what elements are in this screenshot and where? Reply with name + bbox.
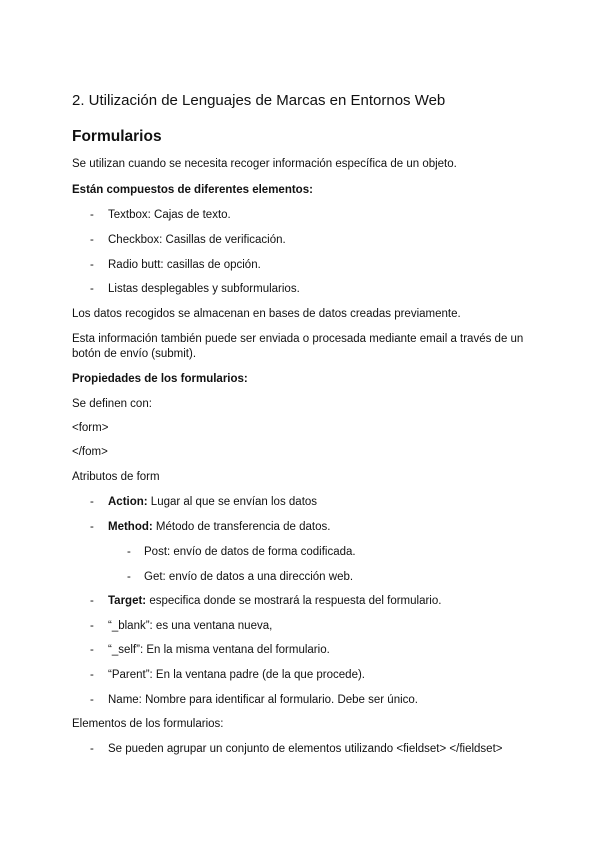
- bullet-dash: -: [127, 546, 131, 558]
- close-form-tag: </fom>: [72, 446, 108, 458]
- list-item-blank: “_blank”: es una ventana nueva,: [108, 620, 273, 632]
- method-label: Method:: [108, 521, 153, 533]
- composed-heading: Están compuestos de diferentes elementos:: [72, 184, 313, 196]
- intro-paragraph: Se utilizan cuando se necesita recoger información específica de un objeto.: [72, 158, 457, 170]
- bullet-dash: -: [90, 694, 94, 706]
- section-title: Formularios: [72, 128, 162, 145]
- bullet-dash: -: [127, 571, 131, 583]
- action-text: Lugar al que se envían los datos: [147, 496, 318, 508]
- defined-with-text: Se definen con:: [72, 398, 152, 410]
- page-title: 2. Utilización de Lenguajes de Marcas en Entornos Web: [72, 92, 446, 109]
- properties-heading: Propiedades de los formularios:: [72, 373, 248, 385]
- bullet-dash: -: [90, 644, 94, 656]
- send-paragraph-line1: Esta información también puede ser enviada o procesada mediante email a través de un: [72, 333, 524, 345]
- storage-paragraph: Los datos recogidos se almacenan en bases de datos creadas previamente.: [72, 308, 461, 320]
- list-item-name: Name: Nombre para identificar al formulario. Debe ser único.: [108, 694, 418, 706]
- method-text: Método de transferencia de datos.: [152, 521, 331, 533]
- list-item-radio: Radio butt: casillas de opción.: [108, 259, 261, 271]
- bullet-dash: -: [90, 669, 94, 681]
- list-item-self: “_self”: En la misma ventana del formulario.: [108, 644, 330, 656]
- list-item-action: [108, 495, 317, 509]
- list-item-checkbox: Checkbox: Casillas de verificación.: [108, 234, 286, 246]
- list-item-method-get: Get: envío de datos a una dirección web.: [144, 571, 354, 583]
- list-item-method-post: Post: envío de datos de forma codificada.: [144, 546, 356, 558]
- send-paragraph-line2: botón de envío (submit).: [72, 348, 197, 360]
- bullet-dash: -: [90, 743, 94, 755]
- open-form-tag: <form>: [72, 422, 109, 434]
- bullet-dash: -: [90, 521, 94, 533]
- bullet-dash: -: [90, 595, 94, 607]
- list-item-parent: “Parent”: En la ventana padre (de la que procede).: [108, 669, 365, 681]
- bullet-dash: -: [90, 283, 94, 295]
- list-item-fieldset: Se pueden agrupar un conjunto de elementos utilizando <fieldset> </fieldset>: [108, 743, 503, 755]
- list-item-target: [108, 594, 441, 608]
- target-label: Target:: [108, 595, 147, 607]
- bullet-dash: -: [90, 496, 94, 508]
- list-item-textbox: Textbox: Cajas de texto.: [108, 209, 231, 221]
- form-elements-heading: Elementos de los formularios:: [72, 718, 224, 730]
- action-label: Action:: [108, 496, 148, 508]
- bullet-dash: -: [90, 259, 94, 271]
- list-item-listas: Listas desplegables y subformularios.: [108, 283, 300, 295]
- bullet-dash: -: [90, 620, 94, 632]
- list-item-method: [108, 520, 330, 534]
- bullet-dash: -: [90, 234, 94, 246]
- bullet-dash: -: [90, 209, 94, 221]
- target-text: especifica donde se mostrará la respuesta del formulario.: [146, 595, 442, 607]
- attributes-heading: Atributos de form: [72, 471, 160, 483]
